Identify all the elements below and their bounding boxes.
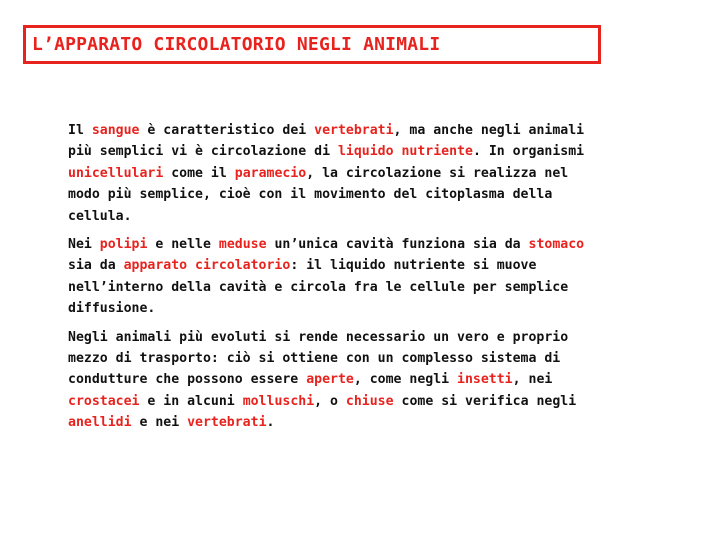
highlighted-term: vertebrati [187,415,267,431]
text-run: , la circolazione si realizza nel modo più semplice, cioè con il movimento del citoplasma della cellula. [68,165,569,224]
highlighted-term: anellidi [68,415,132,431]
text-run: e in alcuni [139,393,243,409]
title-box [23,25,601,64]
text-run: , ma anche negli animali più semplici vi è circolazione di [68,123,585,160]
highlighted-term: meduse [218,237,267,253]
text-run: , come negli [353,372,458,388]
text-run: , nei [512,372,553,388]
page-title: L’APPARATO CIRCOLATORIO NEGLI ANIMALI [32,34,441,55]
text-run: : il liquido nutriente si muove nell’interno della cavità e circola fra le cellule per semplice diffusione. [68,258,569,317]
paragraph-1 [68,120,588,227]
text-run: Il [68,123,92,138]
body-text [68,120,588,441]
highlighted-term: polipi [99,237,148,253]
text-run: come si verifica negli [393,393,577,409]
highlighted-term: sangue [91,123,140,138]
text-run: e nelle [147,237,219,253]
text-run: Negli animali più evoluti si rende necessario un vero e proprio mezzo di trasporto: ciò si ottiene con un complesso sistema di condutture che possono essere [68,329,569,388]
text-run: un’unica cavità funziona sia da [266,237,529,253]
text-run: e nei [131,415,188,431]
highlighted-term: apparato circolatorio [123,258,291,274]
highlighted-term: crostacei [68,393,140,409]
text-run: come il [163,165,235,181]
text-run: . [266,415,275,431]
highlighted-term: paramecio [234,165,307,181]
highlighted-term: unicellulari [68,165,164,181]
highlighted-term: liquido nutriente [337,144,473,160]
highlighted-term: chiuse [345,393,394,409]
highlighted-term: molluschi [242,393,315,409]
highlighted-term: stomaco [528,237,585,253]
text-run: è caratteristico dei [139,123,315,138]
highlighted-term: aperte [306,372,354,388]
text-run: sia da [68,258,124,274]
highlighted-term: insetti [457,372,513,388]
paragraph-2 [68,234,588,320]
text-run: . In organismi [472,144,585,160]
highlighted-term: vertebrati [314,123,394,138]
text-run: , o [314,393,346,409]
paragraph-3 [68,327,588,434]
text-run: Nei [68,237,100,253]
